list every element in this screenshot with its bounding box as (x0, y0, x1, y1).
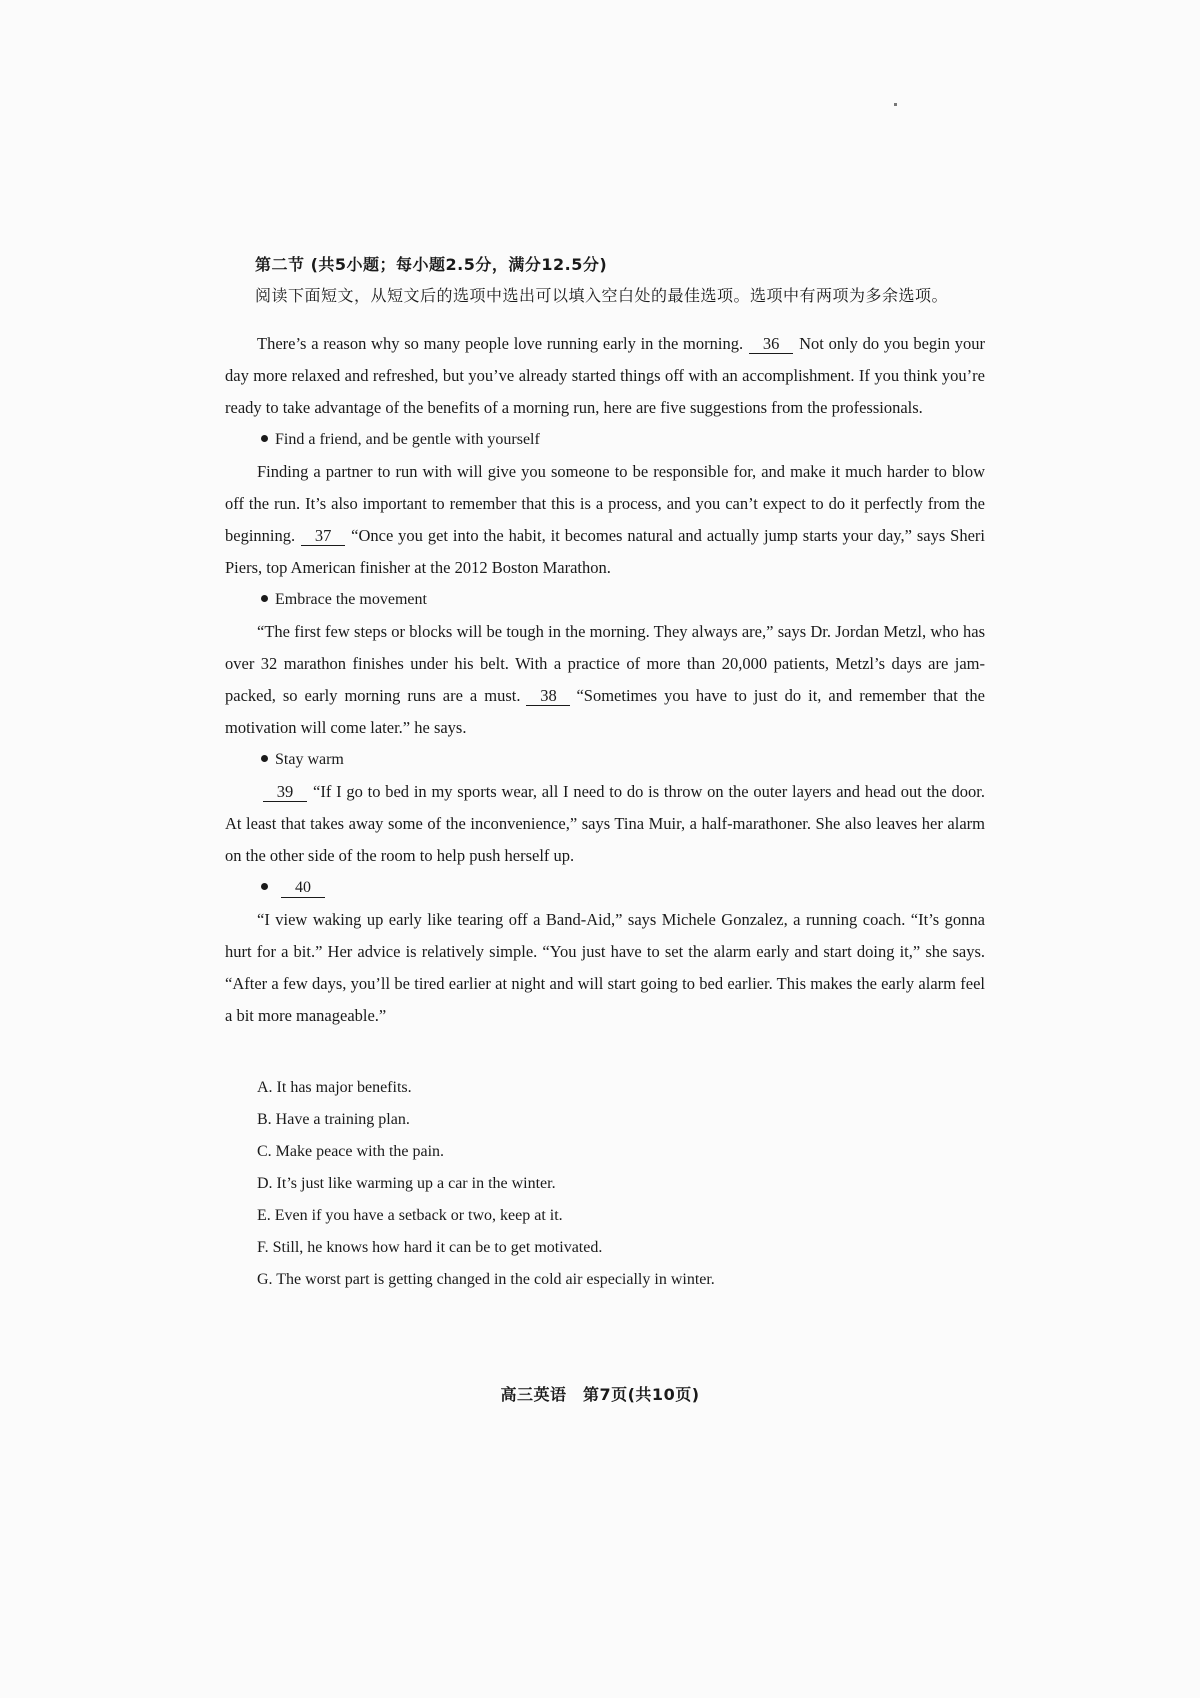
bullet-icon (261, 755, 268, 762)
intro-text-after: Not only do you begin your day more relaxed and refreshed, but you’ve already started things off with an accomplishment. If you think you’re ready to take advantage of the benefits of a morning run, here are five suggestions from the professionals. (225, 334, 985, 417)
page-footer: 高三英语 第7页(共10页) (500, 1385, 700, 1404)
tip1-text-after: “Once you get into the habit, it becomes natural and actually jump starts your day,” says Sheri Piers, top American finisher at the 2012 Boston Marathon. (225, 526, 985, 577)
tip4-heading (261, 872, 985, 904)
intro-text-before: There’s a reason why so many people love running early in the morning. (257, 334, 744, 353)
tip1-paragraph (225, 456, 985, 584)
bullet-icon (261, 595, 268, 602)
tip1-heading-text: Find a friend, and be gentle with yourself (275, 431, 540, 448)
tip1-heading (261, 424, 985, 456)
reading-section (225, 252, 985, 1296)
option-e: E. Even if you have a setback or two, keep at it. (257, 1207, 563, 1224)
tip3-heading (261, 744, 985, 776)
option-f: F. Still, he knows how hard it can be to get motivated. (257, 1239, 603, 1256)
tip2-text-after: “Sometimes you have to just do it, and remember that the motivation will come later.” he says. (225, 686, 985, 737)
option-g: G. The worst part is getting changed in the cold air especially in winter. (257, 1271, 715, 1288)
answer-options (257, 1072, 985, 1296)
tip2-text-before: “The first few steps or blocks will be tough in the morning. They always are,” says Dr. Jordan Metzl, who has over 32 marathon finishes under his belt. With a practice of more than 20,000 patients, Metzl’s days are jam-packed, so early morning runs are a must. (225, 622, 985, 705)
bullet-icon (261, 883, 268, 890)
blank-40: 40 (281, 879, 325, 898)
blank-37: 37 (301, 527, 345, 546)
tip3-heading-text: Stay warm (275, 751, 344, 768)
tip2-heading (261, 584, 985, 616)
tip1-text-before: Finding a partner to run with will give you someone to be responsible for, and make it much harder to blow off the run. It’s also important to remember that this is a process, and you can’t expect to do it perfectly from the beginning. (225, 462, 985, 545)
option-d: D. It’s just like warming up a car in the winter. (257, 1175, 556, 1192)
blank-36: 36 (749, 335, 793, 354)
blank-38: 38 (526, 687, 570, 706)
blank-39: 39 (263, 783, 307, 802)
bullet-icon (261, 435, 268, 442)
intro-paragraph (225, 328, 985, 424)
tip3-paragraph (225, 776, 985, 872)
scan-speck (894, 103, 897, 106)
section-instruction: 阅读下面短文，从短文后的选项中选出可以填入空白处的最佳选项。选项中有两项为多余选项。 (255, 286, 949, 305)
option-a: A. It has major benefits. (257, 1079, 412, 1096)
tip2-paragraph (225, 616, 985, 744)
tip4-paragraph: “I view waking up early like tearing off a Band-Aid,” says Michele Gonzalez, a running coach. “It’s gonna hurt for a bit.” Her advice is relatively simple. “You just have to set the alarm early and start doing it,” she says. “After a few days, you’ll be tired earlier at night and will start going to bed earlier. This makes the early alarm feel a bit more manageable.” (225, 910, 985, 1025)
tip2-heading-text: Embrace the movement (275, 591, 427, 608)
option-b: B. Have a training plan. (257, 1111, 410, 1128)
tip3-text-after: “If I go to bed in my sports wear, all I need to do is throw on the outer layers and head out the door. At least that takes away some of the inconvenience,” says Tina Muir, a half-marathoner. She also leaves her alarm on the other side of the room to help push herself up. (225, 782, 985, 865)
section-title: 第二节 (共5小题；每小题2.5分，满分12.5分) (255, 255, 608, 274)
option-c: C. Make peace with the pain. (257, 1143, 445, 1160)
